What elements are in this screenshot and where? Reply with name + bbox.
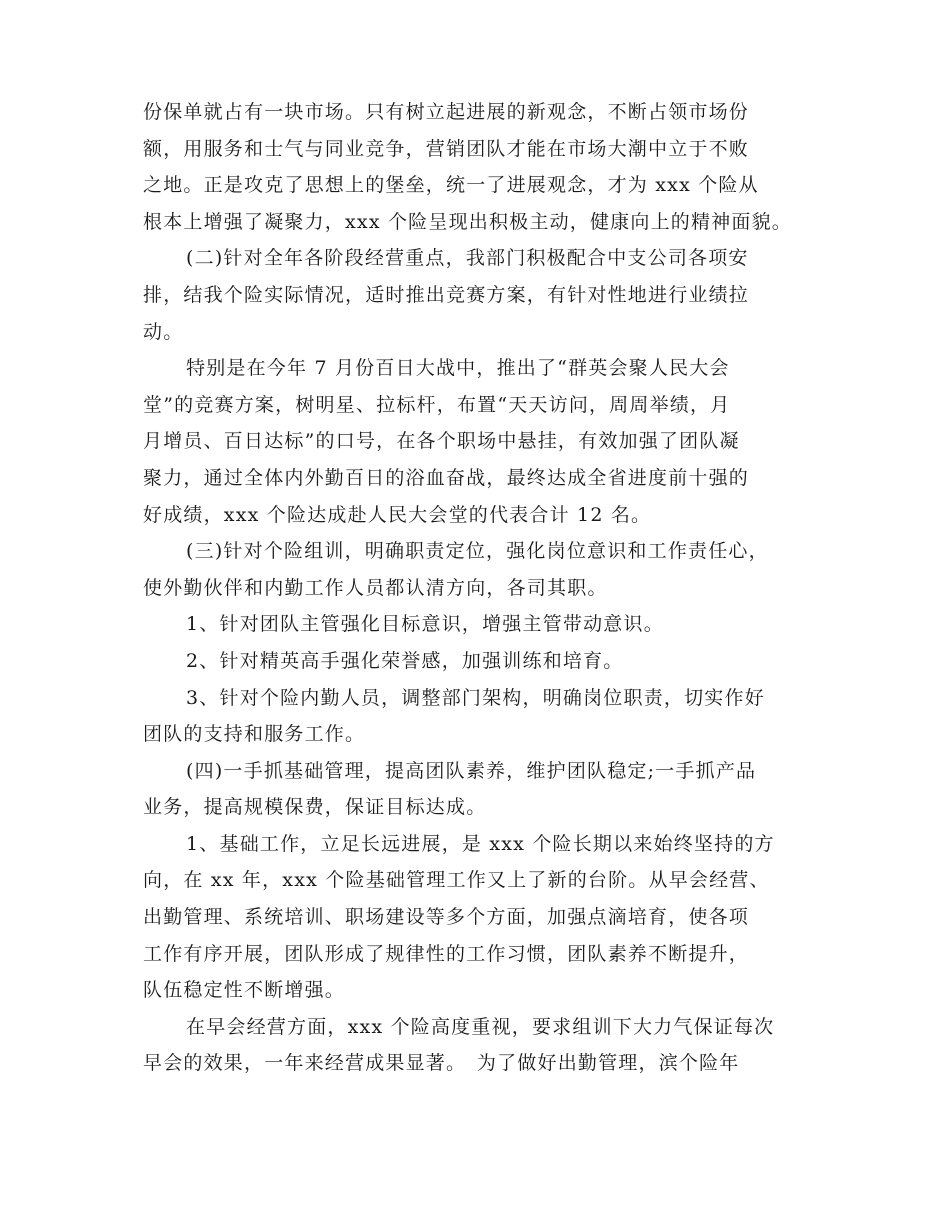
text-line: 特别是在今年 7 月份百日大战中，推出了“群英会聚人民大会 xyxy=(186,357,730,380)
text-line: 额，用服务和士气与同业竞争，营销团队才能在市场大潮中立于不败 xyxy=(143,137,750,160)
text-line: 业务，提高规模保费，保证目标达成。 xyxy=(143,796,487,819)
text-line: 1、针对团队主管强化目标意识，增强主管带动意识。 xyxy=(186,613,664,636)
text-line: 根本上增强了凝聚力，xxx 个险呈现出积极主动，健康向上的精神面貌。 xyxy=(143,210,792,233)
text-line: 1、基础工作，立足长远进展，是 xxx 个险长期以来始终坚持的方 xyxy=(186,832,775,855)
text-line: 早会的效果，一年来经营成果显著。 为了做好出勤管理，滨个险年 xyxy=(143,1052,740,1075)
text-line: 动。 xyxy=(143,320,184,343)
document-body xyxy=(143,94,813,1082)
text-line: (二)针对全年各阶段经营重点，我部门积极配合中支公司各项安 xyxy=(186,247,749,270)
text-line: 排，结我个险实际情况，适时推出竞赛方案，有针对性地进行业绩拉 xyxy=(143,283,750,306)
text-line: 出勤管理、系统培训、职场建设等多个方面，加强点滴培育，使各项 xyxy=(143,906,750,929)
text-line: 3、针对个险内勤人员，调整部门架构，明确岗位职责，切实作好 xyxy=(186,686,765,709)
text-line: 向，在 xx 年，xxx 个险基础管理工作又上了新的台阶。从早会经营、 xyxy=(143,869,770,892)
text-line: 之地。正是攻克了思想上的堡垒，统一了进展观念，才为 xxx 个险从 xyxy=(143,174,759,197)
text-line: (三)针对个险组训，明确职责定位，强化岗位意识和工作责任心， xyxy=(186,540,769,563)
text-line: (四)一手抓基础管理，提高团队素养，维护团队稳定;一手抓产品 xyxy=(186,759,757,782)
text-line: 堂”的竞赛方案，树明星、拉标杆，布置“天天访问，周周举绩，月 xyxy=(143,393,731,416)
text-line: 使外勤伙伴和内勤工作人员都认清方向，各司其职。 xyxy=(143,576,608,599)
text-line: 团队的支持和服务工作。 xyxy=(143,723,366,746)
text-line: 队伍稳定性不断增强。 xyxy=(143,979,346,1002)
text-line: 工作有序开展，团队形成了规律性的工作习惯，团队素养不断提升， xyxy=(143,942,750,965)
text-line: 聚力，通过全体内外勤百日的浴血奋战，最终达成全省进度前十强的 xyxy=(143,466,750,489)
text-line: 份保单就占有一块市场。只有树立起进展的新观念，不断占领市场份 xyxy=(143,101,750,123)
text-line: 月增员、百日达标”的口号，在各个职场中悬挂，有效加强了团队凝 xyxy=(143,430,740,453)
text-line: 2、针对精英高手强化荣誉感，加强训练和培育。 xyxy=(186,649,624,672)
text-line: 好成绩，xxx 个险达成赴人民大会堂的代表合计 12 名。 xyxy=(143,503,652,526)
text-line: 在早会经营方面，xxx 个险高度重视，要求组训下大力气保证每次 xyxy=(186,1015,775,1038)
